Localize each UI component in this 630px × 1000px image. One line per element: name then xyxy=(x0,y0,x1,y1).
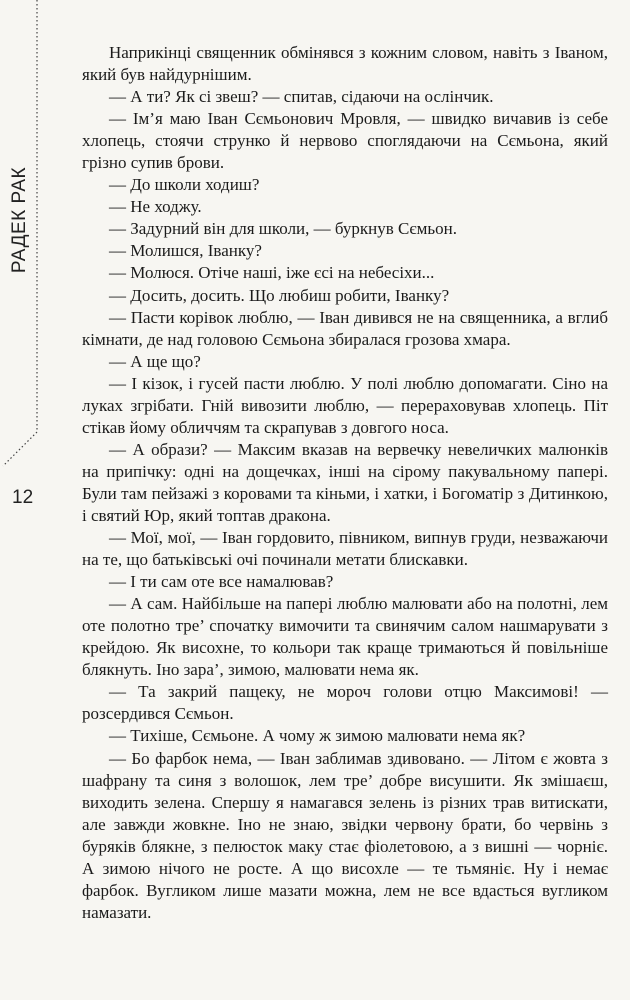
paragraph: — Тихіше, Сємьоне. А чому ж зимою малювати нема як? xyxy=(109,726,526,746)
running-header xyxy=(0,166,40,274)
paragraph: — І кізок, і гусей пасти люблю. У полі люблю допомагати. Сіно на луках згрібати. Гній вивозити люблю, — перераховував хлопець. Піт стікав йому обличчям та скрапував з довгого носа. xyxy=(82,373,608,437)
body-text xyxy=(82,42,608,924)
paragraph: — Та закрий пащеку, не мороч голови отцю Максимові! — розсердився Сємьон. xyxy=(82,682,608,724)
paragraph: — Молюся. Отіче наші, іже єсі на небесіхи... xyxy=(109,263,435,283)
paragraph: — Мої, мої, — Іван гордовито, півником, випнув груди, незважаючи на те, що батьківські очі починали метати блискавки. xyxy=(82,528,608,570)
paragraph: — Молишся, Іванку? xyxy=(109,241,262,261)
paragraph: — Досить, досить. Що любиш робити, Іванку? xyxy=(109,285,450,305)
paragraph: — До школи ходиш? xyxy=(109,175,260,195)
paragraph: — Бо фарбок нема, — Іван заблимав здивовано. — Літом є жовта з шафрану та синя з волошок, лем тре’ добре висушити. Як змішаєш, виходить зелена. Спершу я намагався зелень із різних трав витискати, але завжди жовкне. Іно не знаю, звідки червону брати, бо червінь з буряків блякне, з пелюсток маку стає фіолетовою, а з вишні — чорніє. А зимою нічого не росте. А що висохле — те тьмяніє. Ну і немає фарбок. Вугликом лише мазати можна, лем не все вдасться вугликом намазати. xyxy=(82,748,608,922)
paragraph: — Не ходжу. xyxy=(109,197,202,217)
paragraph: — І ти сам оте все намалював? xyxy=(109,572,334,592)
paragraph: — Ім’я маю Іван Сємьонович Мровля, — швидко вичавив із себе хлопець, стоячи струнко й нервово споглядаючи на Сємьона, який грізно супив брови. xyxy=(82,109,608,173)
paragraph: Наприкінці священник обмінявся з кожним словом, навіть з Іваном, який був найдурнішим. xyxy=(82,43,608,85)
page-number: 12 xyxy=(12,487,34,508)
paragraph: — А ти? Як сі звеш? — спитав, сідаючи на ослінчик. xyxy=(109,87,494,107)
running-header-author: РАДЕК РАК xyxy=(9,166,30,274)
paragraph: — А ще що? xyxy=(109,351,201,371)
paragraph: — А сам. Найбільше на папері люблю малювати або на полотні, лем оте полотно тре’ спочатку вимочити та свинячим салом нашмарувати з крейдою. Як висохне, то кольори так краще тримаються й повільніше блякнуть. Іно зара’, зимою, малювати нема як. xyxy=(82,594,608,680)
dotted-rule-diagonal xyxy=(3,432,37,466)
paragraph: — А образи? — Максим вказав на вервечку невеличких малюнків на припічку: одні на дощечках, інші на сірому пакувальному папері. Були там пейзажі з коровами та кіньми, і хатки, і Богоматір з Дитинкою, і святий Юр, який топтав дракона. xyxy=(82,439,608,525)
paragraph: — Задурний він для школи, — буркнув Сємьон. xyxy=(109,219,458,239)
paragraph: — Пасти корівок люблю, — Іван дивився не на священника, а вглиб кімнати, де над головою Сємьона збиралася грозова хмара. xyxy=(82,307,608,349)
